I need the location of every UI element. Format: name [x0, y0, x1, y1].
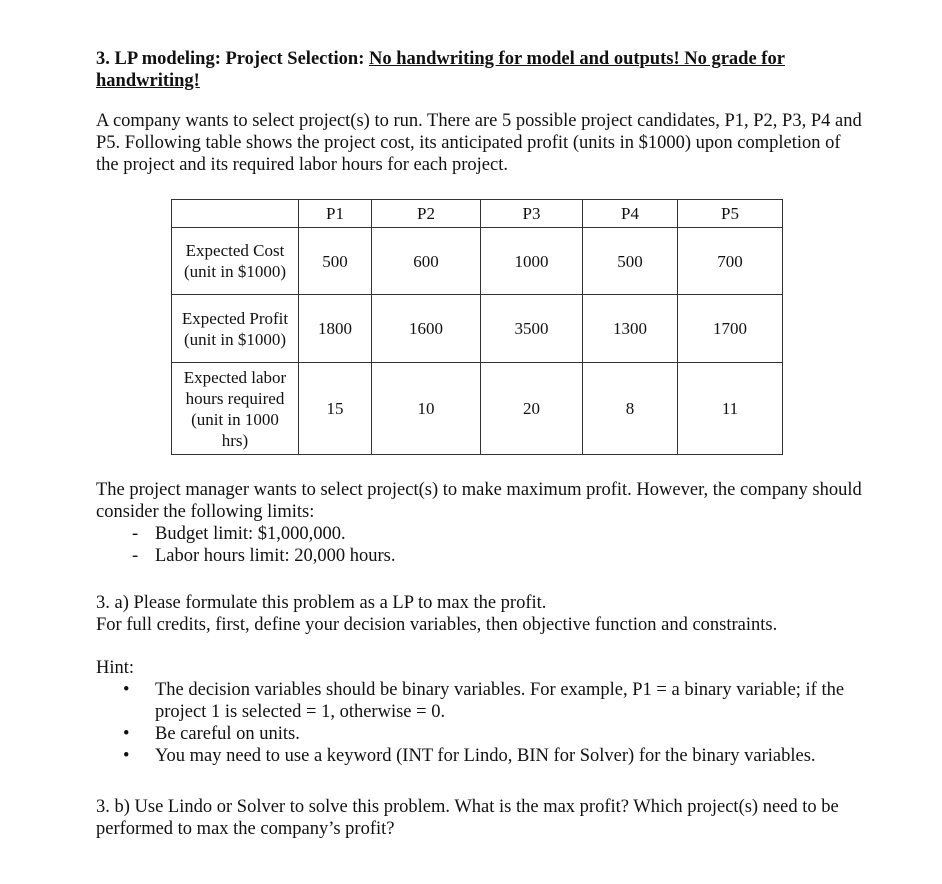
- table-header: P1: [299, 200, 372, 228]
- cell: 11: [678, 363, 783, 455]
- table-header: P2: [372, 200, 481, 228]
- table-header: P5: [678, 200, 783, 228]
- table-header: P3: [481, 200, 583, 228]
- table-header: P4: [583, 200, 678, 228]
- cell: 10: [372, 363, 481, 455]
- intro-paragraph: A company wants to select project(s) to run. There are 5 possible project candidates, P1, P2, P3, P4 and P5. Following table shows the project cost, its anticipated profit (units in $1000) upon completion of the project and its required labor hours for each project.: [96, 111, 862, 175]
- hint-section: [96, 657, 866, 767]
- table-row: [172, 228, 783, 295]
- limits-list: [96, 523, 866, 567]
- list-item: - Budget limit: $1,000,000.: [132, 523, 866, 545]
- list-item: • The decision variables should be binary variables. For example, P1 = a binary variable; if the project 1 is selected = 1, otherwise = 0.: [121, 679, 866, 723]
- row-label: Expected labor hours required (unit in 1000 hrs): [172, 363, 299, 455]
- cell: 1600: [372, 295, 481, 363]
- cell: 700: [678, 228, 783, 295]
- project-table: [171, 199, 783, 455]
- list-item: • You may need to use a keyword (INT for Lindo, BIN for Solver) for the binary variables.: [121, 745, 866, 767]
- part-b-question: 3. b) Use Lindo or Solver to solve this problem. What is the max profit? Which project(s) need to be performed to max the company’s profit?: [96, 797, 839, 839]
- cell: 1000: [481, 228, 583, 295]
- title-warning: No handwriting for model and outputs! No grade for handwriting!: [96, 49, 785, 91]
- limits-section: [96, 479, 866, 567]
- cell: 3500: [481, 295, 583, 363]
- hint-label: Hint:: [96, 658, 135, 678]
- part-a-instructions: For full credits, first, define your decision variables, then objective function and constraints.: [96, 615, 778, 635]
- cell: 500: [583, 228, 678, 295]
- part-a-question: 3. a) Please formulate this problem as a LP to max the profit.: [96, 593, 547, 613]
- cell: 8: [583, 363, 678, 455]
- cell: 600: [372, 228, 481, 295]
- limits-intro: The project manager wants to select project(s) to make maximum profit. However, the company should consider the following limits:: [96, 480, 862, 522]
- part-a: [96, 592, 866, 636]
- cell: 1300: [583, 295, 678, 363]
- cell: 20: [481, 363, 583, 455]
- table-header-corner: [172, 200, 299, 228]
- list-item: - Labor hours limit: 20,000 hours.: [132, 545, 866, 567]
- title-prefix: 3. LP modeling: Project Selection:: [96, 49, 369, 69]
- row-label: Expected Profit (unit in $1000): [172, 295, 299, 363]
- table-row: [172, 363, 783, 455]
- row-label: Expected Cost (unit in $1000): [172, 228, 299, 295]
- cell: 15: [299, 363, 372, 455]
- cell: 1700: [678, 295, 783, 363]
- list-item: • Be careful on units.: [121, 723, 866, 745]
- cell: 500: [299, 228, 372, 295]
- cell: 1800: [299, 295, 372, 363]
- question-title: [96, 48, 866, 92]
- hint-list: [96, 679, 866, 767]
- table-row: [172, 295, 783, 363]
